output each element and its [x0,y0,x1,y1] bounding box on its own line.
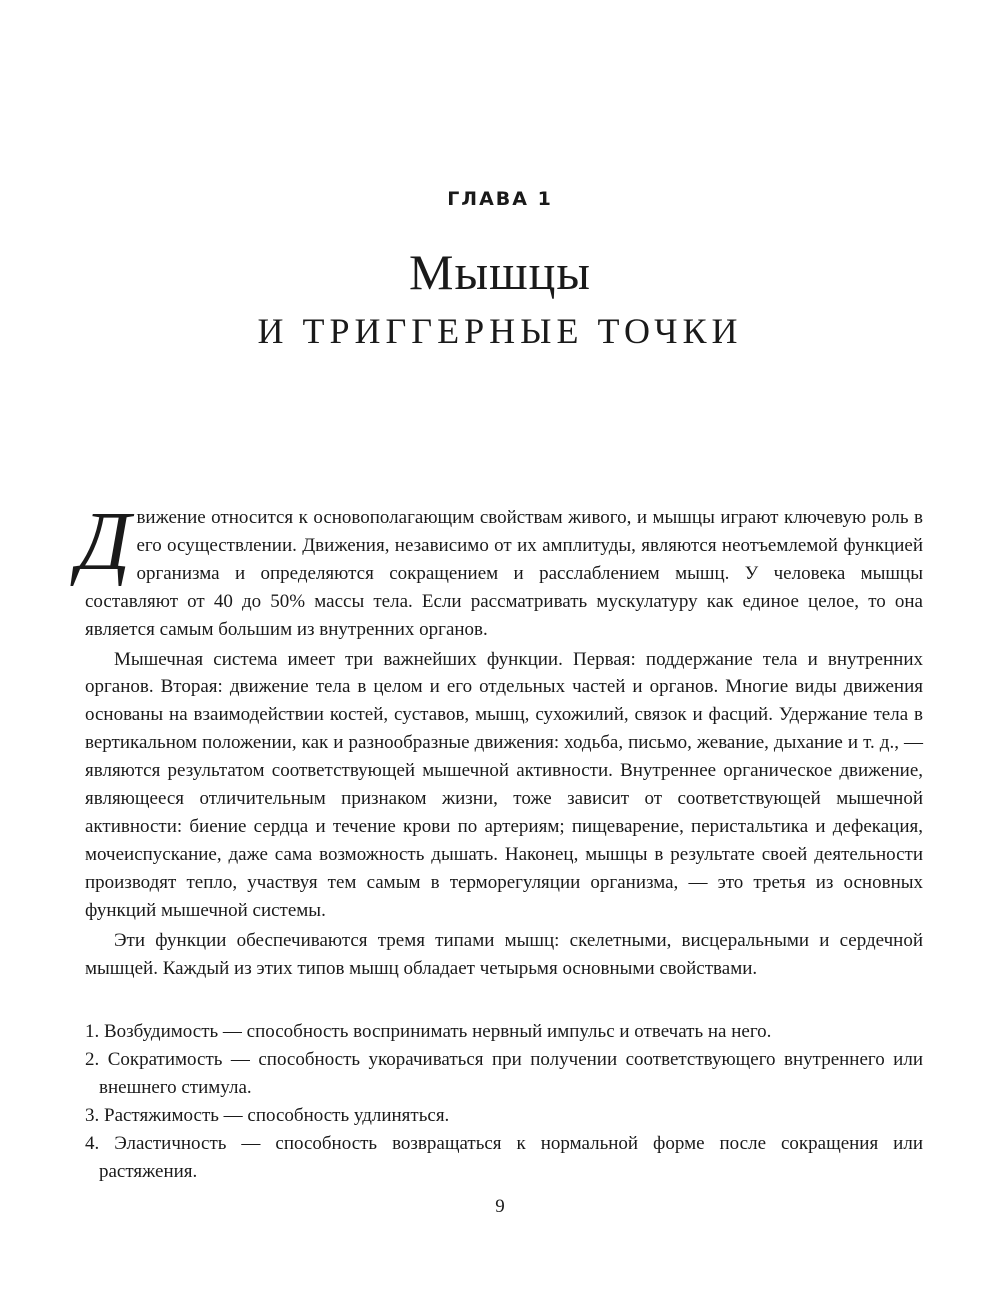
paragraph-2: Мышечная система имеет три важнейших функции. Первая: поддержание тела и внутренних органов. Вторая: движение тела в целом и его отдельных частей и органов. Многие виды движения основаны на взаимодействии костей, суставов, мышц, сухожилий, связок и фасций. Удержание тела в вертикальном положении, как и разнообразные движения: ходьба, письмо, жевание, дыхание и т. д., — являются результатом соответствующей мышечной активности. Внутреннее органическое движение, являющееся отличительным признаком жизни, тоже зависит от соответствующей мышечной активности: биение сердца и течение крови по артериям; пищеварение, перистальтика и дефекация, мочеиспускание, даже сама возможность дышать. Наконец, мышцы в результате своей деятельности производят тепло, участвуя тем самым в терморегуляции организма, — это третья из основных функций мышечной системы. [85,648,923,921]
chapter-label: ГЛАВА 1 [447,188,553,210]
body-text [77,495,923,1186]
paragraph-1-text: вижение относится к основополагающим свойствам живого, и мышцы играют ключевую роль в его осуществлении. Движения, независимо от их амплитуды, являются неотъемлемой функцией организма и определяются сокращением и расслаблением мышц. У человека мышцы составляют от 40 до 50% массы тела. Если рассматривать мускулатуру как единое целое, то она является самым большим из внутренних органов. [85,507,923,640]
list-item: 2. Сократимость — способность укорачиваться при получении соответствующего внутреннего или внешнего стимула. [85,1049,923,1099]
drop-cap: Д [77,495,131,588]
paragraph-3: Эти функции обеспечиваются тремя типами мышц: скелетными, висцеральными и сердечной мышцей. Каждый из этих типов мышц обладает четырьмя основными свойствами. [85,929,923,979]
properties-list [85,1018,923,1185]
paragraph-1 [77,495,923,644]
chapter-subtitle: И ТРИГГЕРНЫЕ ТОЧКИ [257,311,743,351]
chapter-title: Мышцы [409,244,591,300]
list-item: 3. Растяжимость — способность удлиняться. [85,1105,450,1127]
list-item: 1. Возбудимость — способность воспринимать нервный импульс и отвечать на него. [85,1021,772,1043]
list-item: 4. Эластичность — способность возвращаться к нормальной форме после сокращения или растяжения. [85,1133,923,1182]
page-number: 9 [495,1196,505,1217]
